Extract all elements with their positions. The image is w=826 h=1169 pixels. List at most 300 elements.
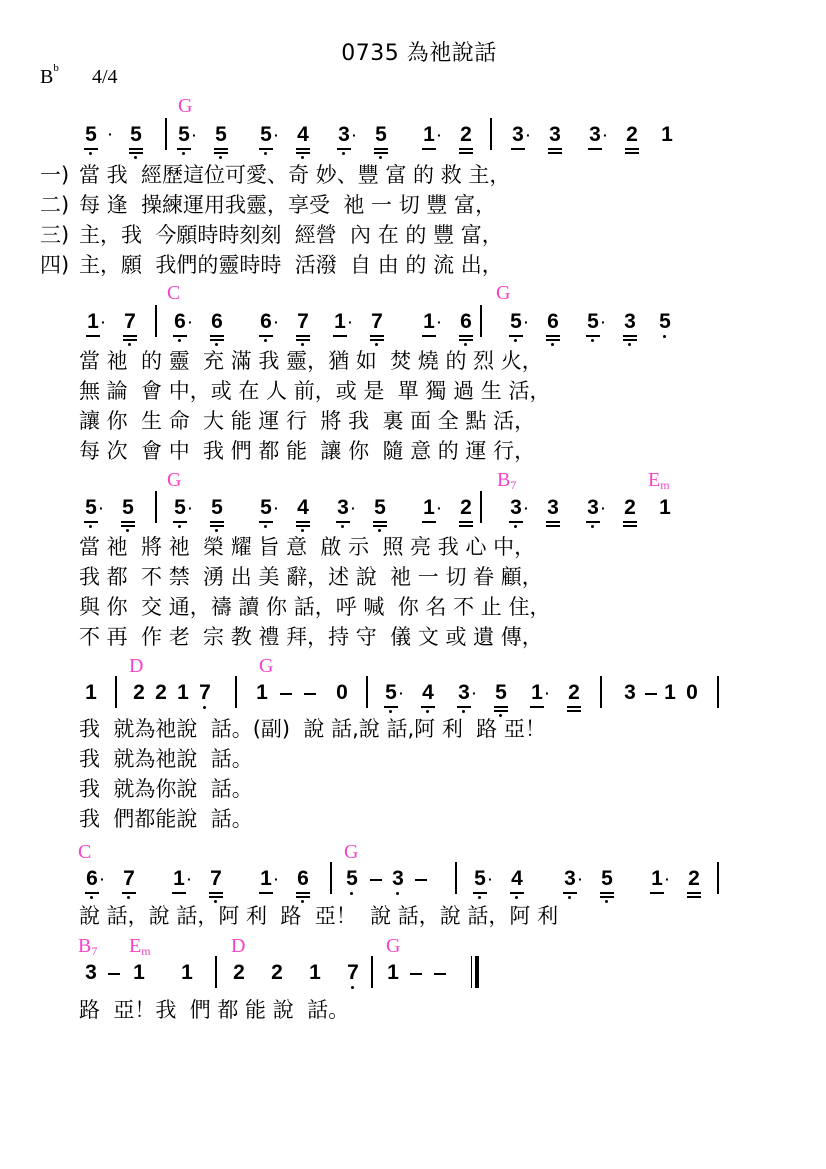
underline xyxy=(259,335,273,337)
augmentation-dot: · xyxy=(437,314,442,330)
lyric-line: 主，我 今願時時刻刻 經營 內 在 的 豐 富， xyxy=(79,223,503,247)
chord-symbol xyxy=(178,96,192,116)
lyric-line: 不 再 作 老 宗 教 禮 拜，持 守 儀 文 或 遺 傳， xyxy=(79,625,543,649)
note-digit: 7 xyxy=(210,867,222,890)
underline xyxy=(623,339,637,341)
note-digit: 3 xyxy=(589,123,601,146)
lower-octave-dot xyxy=(514,339,517,342)
lower-octave-dot xyxy=(264,339,267,342)
barline xyxy=(490,118,492,150)
note-digit: 5 xyxy=(260,496,272,519)
lower-octave-dot xyxy=(342,152,345,155)
underline xyxy=(84,521,98,523)
note-digit: 1 xyxy=(309,961,321,984)
chord-root: G xyxy=(344,841,359,863)
note-digit: 1 xyxy=(177,681,189,704)
underline xyxy=(422,521,436,523)
note-digit: 6 xyxy=(460,310,472,333)
note-digit: 5 xyxy=(374,496,386,519)
note xyxy=(687,868,701,889)
note xyxy=(172,868,186,889)
note xyxy=(563,868,577,889)
underline xyxy=(121,521,135,523)
note-digit: 7 xyxy=(347,961,359,984)
note xyxy=(391,868,405,889)
underline xyxy=(210,335,224,337)
note xyxy=(509,311,523,332)
lower-octave-dot xyxy=(551,343,554,346)
underline xyxy=(333,335,347,337)
note xyxy=(84,682,98,703)
note xyxy=(374,124,388,145)
note xyxy=(122,868,136,889)
note xyxy=(121,497,135,518)
time-signature: 4/4 xyxy=(92,66,118,88)
underline xyxy=(123,335,137,337)
note-digit: 5 xyxy=(495,681,507,704)
lower-octave-dot xyxy=(182,152,185,155)
lower-octave-dot xyxy=(203,706,206,709)
lower-octave-dot xyxy=(389,710,392,713)
note xyxy=(129,124,143,145)
note xyxy=(660,124,674,145)
lyric-line: 路 亞！我 們 都 能 說 話。 xyxy=(79,998,350,1022)
chord-symbol xyxy=(344,842,358,862)
augmentation-dot: · xyxy=(524,500,529,516)
dot-separator: · xyxy=(108,126,113,142)
underline xyxy=(296,335,310,337)
note-digit: 3 xyxy=(564,867,576,890)
augmentation-dot: · xyxy=(192,127,197,143)
barline xyxy=(600,676,602,708)
note-digit: 5 xyxy=(178,123,190,146)
note xyxy=(296,497,310,518)
note xyxy=(663,682,677,703)
note-digit: 5 xyxy=(587,310,599,333)
note-digit: 3 xyxy=(587,496,599,519)
note-digit: 3 xyxy=(458,681,470,704)
note-digit: 1 xyxy=(87,310,99,333)
lower-octave-dot xyxy=(379,156,382,159)
lower-octave-dot xyxy=(591,525,594,528)
note-digit: 2 xyxy=(155,681,167,704)
underline xyxy=(548,148,562,150)
note-digit: 1 xyxy=(661,123,673,146)
chord-root: D xyxy=(129,655,144,677)
note-digit: 5 xyxy=(659,310,671,333)
note-digit: 3 xyxy=(85,961,97,984)
underline xyxy=(337,148,351,150)
note xyxy=(209,868,223,889)
sustain-dash xyxy=(415,879,427,881)
note-digit: 6 xyxy=(174,310,186,333)
note-digit: 4 xyxy=(297,496,309,519)
underline xyxy=(384,706,398,708)
note-digit: 1 xyxy=(133,961,145,984)
chord-quality: 7 xyxy=(91,944,98,958)
note xyxy=(255,682,269,703)
lyric-line: 說 話，說 話，阿 利 路 亞！ 說 話，說 話，阿 利 xyxy=(79,904,559,928)
underline xyxy=(459,339,473,341)
note xyxy=(685,682,699,703)
lower-octave-dot xyxy=(134,156,137,159)
underline xyxy=(459,152,473,154)
note-digit: 5 xyxy=(85,496,97,519)
underline xyxy=(210,339,224,341)
underline xyxy=(421,706,435,708)
lower-octave-dot xyxy=(426,710,429,713)
underline xyxy=(177,148,191,150)
note xyxy=(346,962,360,983)
note-digit: 5 xyxy=(375,123,387,146)
note-digit: 3 xyxy=(624,310,636,333)
lower-octave-dot xyxy=(515,896,518,899)
lower-octave-dot xyxy=(462,710,465,713)
note xyxy=(176,682,190,703)
note-digit: 3 xyxy=(337,496,349,519)
barline xyxy=(366,676,368,708)
note xyxy=(132,682,146,703)
underline xyxy=(459,148,473,150)
barline xyxy=(155,491,157,523)
note xyxy=(511,124,525,145)
note-digit: 1 xyxy=(334,310,346,333)
verse-number: 三) xyxy=(40,223,70,247)
underline xyxy=(625,148,639,150)
note xyxy=(509,497,523,518)
underline xyxy=(259,521,273,523)
lower-octave-dot xyxy=(663,335,666,338)
underline xyxy=(546,521,560,523)
underline xyxy=(586,335,600,337)
chord-symbol xyxy=(496,283,510,303)
underline xyxy=(123,339,137,341)
augmentation-dot: · xyxy=(601,314,606,330)
barline xyxy=(215,956,217,988)
key-letter: B xyxy=(40,66,54,88)
lyric-line: 我 都 不 禁 湧 出 美 辭，述 說 祂 一 切 眷 顧， xyxy=(79,565,543,589)
underline xyxy=(173,335,187,337)
note xyxy=(623,497,637,518)
underline xyxy=(494,710,508,712)
note-digit: 5 xyxy=(130,123,142,146)
underline xyxy=(209,892,223,894)
note-digit: 1 xyxy=(387,961,399,984)
note-digit: 1 xyxy=(659,496,671,519)
note xyxy=(345,868,359,889)
chord-root: G xyxy=(259,655,274,677)
final-barline-thick xyxy=(475,956,479,988)
lower-octave-dot xyxy=(350,892,353,895)
lower-octave-dot xyxy=(301,343,304,346)
underline xyxy=(370,339,384,341)
note xyxy=(658,497,672,518)
note-digit: 6 xyxy=(260,310,272,333)
note xyxy=(259,497,273,518)
augmentation-dot: · xyxy=(524,314,529,330)
chord-quality: m xyxy=(141,944,151,958)
augmentation-dot: · xyxy=(351,500,356,516)
note-digit: 5 xyxy=(211,496,223,519)
note xyxy=(154,682,168,703)
note-digit: 3 xyxy=(392,867,404,890)
note xyxy=(296,124,310,145)
underline xyxy=(422,148,436,150)
note xyxy=(337,124,351,145)
note xyxy=(459,311,473,332)
lower-octave-dot xyxy=(301,900,304,903)
augmentation-dot: · xyxy=(526,127,531,143)
underline xyxy=(296,521,310,523)
lower-octave-dot xyxy=(89,525,92,528)
underline xyxy=(259,148,273,150)
sustain-dash xyxy=(645,693,657,695)
chord-symbol xyxy=(231,936,245,956)
note-digit: 1 xyxy=(181,961,193,984)
note-digit: 5 xyxy=(510,310,522,333)
chord-symbol xyxy=(167,470,181,490)
note xyxy=(658,311,672,332)
note-digit: 0 xyxy=(686,681,698,704)
lyric-line: 主，願 我們的靈時時 活潑 自 由 的 流 出， xyxy=(79,253,503,277)
note xyxy=(173,311,187,332)
note xyxy=(336,497,350,518)
lower-octave-dot xyxy=(591,339,594,342)
lyric-line: 無 論 會 中，或 在 人 前，或 是 單 獨 過 生 活， xyxy=(79,379,551,403)
note xyxy=(459,497,473,518)
lower-octave-dot xyxy=(301,156,304,159)
note xyxy=(473,868,487,889)
underline xyxy=(459,521,473,523)
note xyxy=(421,682,435,703)
note-digit: 1 xyxy=(260,867,272,890)
note-digit: 3 xyxy=(624,681,636,704)
chord-root: B xyxy=(78,935,92,957)
barline xyxy=(330,862,332,894)
note xyxy=(177,124,191,145)
underline xyxy=(122,892,136,894)
augmentation-dot: · xyxy=(601,500,606,516)
note xyxy=(459,124,473,145)
note xyxy=(567,682,581,703)
underline xyxy=(546,335,560,337)
note-digit: 0 xyxy=(336,681,348,704)
augmentation-dot: · xyxy=(274,314,279,330)
note-digit: 2 xyxy=(460,496,472,519)
underline xyxy=(509,521,523,523)
underline xyxy=(650,892,664,894)
chord-quality: m xyxy=(660,478,670,492)
note-digit: 1 xyxy=(651,867,663,890)
verse-number: 二) xyxy=(40,193,70,217)
note-digit: 4 xyxy=(511,867,523,890)
barline xyxy=(455,862,457,894)
augmentation-dot: · xyxy=(274,871,279,887)
note-digit: 1 xyxy=(664,681,676,704)
underline xyxy=(625,152,639,154)
lyric-line: 當 祂 的 靈 充 滿 我 靈，猶 如 焚 燒 的 烈 火， xyxy=(79,349,543,373)
augmentation-dot: · xyxy=(437,500,442,516)
note-digit: 5 xyxy=(260,123,272,146)
underline xyxy=(459,335,473,337)
lower-octave-dot xyxy=(215,529,218,532)
augmentation-dot: · xyxy=(578,871,583,887)
augmentation-dot: · xyxy=(603,127,608,143)
lower-octave-dot xyxy=(378,529,381,532)
note xyxy=(86,311,100,332)
note xyxy=(296,311,310,332)
underline xyxy=(459,525,473,527)
note xyxy=(198,682,212,703)
key-accidental: b xyxy=(53,62,59,74)
lower-octave-dot xyxy=(215,343,218,346)
note xyxy=(600,868,614,889)
chord-symbol xyxy=(386,936,400,956)
note-digit: 3 xyxy=(512,123,524,146)
note-digit: 1 xyxy=(531,681,543,704)
underline xyxy=(296,148,310,150)
note-digit: 2 xyxy=(568,681,580,704)
note xyxy=(586,311,600,332)
underline xyxy=(509,335,523,337)
note xyxy=(296,868,310,889)
note xyxy=(386,962,400,983)
augmentation-dot: · xyxy=(100,871,105,887)
note xyxy=(546,311,560,332)
chord-root: G xyxy=(178,95,193,117)
chord-root: G xyxy=(496,282,511,304)
note-digit: 1 xyxy=(423,310,435,333)
chord-symbol xyxy=(129,656,143,676)
lower-octave-dot xyxy=(514,525,517,528)
lower-octave-dot xyxy=(351,986,354,989)
chord-symbol xyxy=(129,936,151,956)
note-digit: 1 xyxy=(256,681,268,704)
lyric-line: 當 我 經歷這位可愛、奇 妙、豐 富 的 救 主， xyxy=(79,163,511,187)
note xyxy=(422,311,436,332)
note xyxy=(373,497,387,518)
note-digit: 6 xyxy=(86,867,98,890)
underline xyxy=(510,892,524,894)
underline xyxy=(567,710,581,712)
augmentation-dot: · xyxy=(545,685,550,701)
lower-octave-dot xyxy=(375,343,378,346)
barline xyxy=(115,676,117,708)
underline xyxy=(600,892,614,894)
chord-root: C xyxy=(78,841,92,863)
underline xyxy=(687,892,701,894)
note xyxy=(173,497,187,518)
chord-symbol xyxy=(167,283,180,303)
note xyxy=(625,124,639,145)
underline xyxy=(86,335,100,337)
verse-number: 一) xyxy=(40,163,70,187)
note xyxy=(259,311,273,332)
underline xyxy=(210,521,224,523)
note-digit: 2 xyxy=(271,961,283,984)
augmentation-dot: · xyxy=(188,314,193,330)
underline xyxy=(172,892,186,894)
note-digit: 7 xyxy=(124,310,136,333)
sustain-dash xyxy=(280,693,292,695)
note xyxy=(370,311,384,332)
augmentation-dot: · xyxy=(101,314,106,330)
underline xyxy=(173,521,187,523)
lower-octave-dot xyxy=(214,900,217,903)
note-digit: 3 xyxy=(510,496,522,519)
note-digit: 2 xyxy=(133,681,145,704)
chord-root: E xyxy=(648,469,661,491)
augmentation-dot: · xyxy=(348,314,353,330)
barline xyxy=(165,118,167,150)
lower-octave-dot xyxy=(126,529,129,532)
augmentation-dot: · xyxy=(99,500,104,516)
note xyxy=(384,682,398,703)
note-digit: 1 xyxy=(85,681,97,704)
underline xyxy=(623,521,637,523)
lyric-line: 與 你 交 通，禱 讀 你 話，呼 喊 你 名 不 止 住， xyxy=(79,595,551,619)
underline xyxy=(374,148,388,150)
lyric-line: 讓 你 生 命 大 能 運 行 將 我 裏 面 全 點 活， xyxy=(79,409,536,433)
note xyxy=(84,962,98,983)
note xyxy=(210,497,224,518)
note-digit: 2 xyxy=(624,496,636,519)
underline xyxy=(209,896,223,898)
underline xyxy=(567,706,581,708)
lyric-line: 當 祂 將 祂 榮 耀 旨 意 啟 示 照 亮 我 心 中， xyxy=(79,535,536,559)
note-digit: 5 xyxy=(346,867,358,890)
underline xyxy=(373,525,387,527)
underline xyxy=(296,339,310,341)
barline xyxy=(480,305,482,337)
note xyxy=(548,124,562,145)
note-digit: 6 xyxy=(547,310,559,333)
note xyxy=(546,497,560,518)
chord-root: E xyxy=(129,935,142,957)
underline xyxy=(494,706,508,708)
sustain-dash xyxy=(434,973,446,975)
note-digit: 6 xyxy=(297,867,309,890)
note-digit: 1 xyxy=(423,496,435,519)
underline xyxy=(296,896,310,898)
lower-octave-dot xyxy=(264,525,267,528)
note xyxy=(123,311,137,332)
chord-symbol xyxy=(259,656,273,676)
barline xyxy=(235,676,237,708)
note-digit: 5 xyxy=(174,496,186,519)
lower-octave-dot xyxy=(341,525,344,528)
note-digit: 1 xyxy=(423,123,435,146)
lower-octave-dot xyxy=(264,152,267,155)
note-digit: 4 xyxy=(297,123,309,146)
barline xyxy=(155,305,157,337)
lower-octave-dot xyxy=(90,896,93,899)
chord-root: G xyxy=(386,935,401,957)
note-digit: 4 xyxy=(422,681,434,704)
underline xyxy=(623,525,637,527)
lower-octave-dot xyxy=(478,896,481,899)
augmentation-dot: · xyxy=(352,127,357,143)
note xyxy=(623,311,637,332)
lower-octave-dot xyxy=(568,896,571,899)
note xyxy=(335,682,349,703)
lower-octave-dot xyxy=(178,339,181,342)
note xyxy=(530,682,544,703)
underline xyxy=(296,152,310,154)
note-digit: 3 xyxy=(547,496,559,519)
chord-quality: 7 xyxy=(510,478,517,492)
note-digit: 5 xyxy=(122,496,134,519)
